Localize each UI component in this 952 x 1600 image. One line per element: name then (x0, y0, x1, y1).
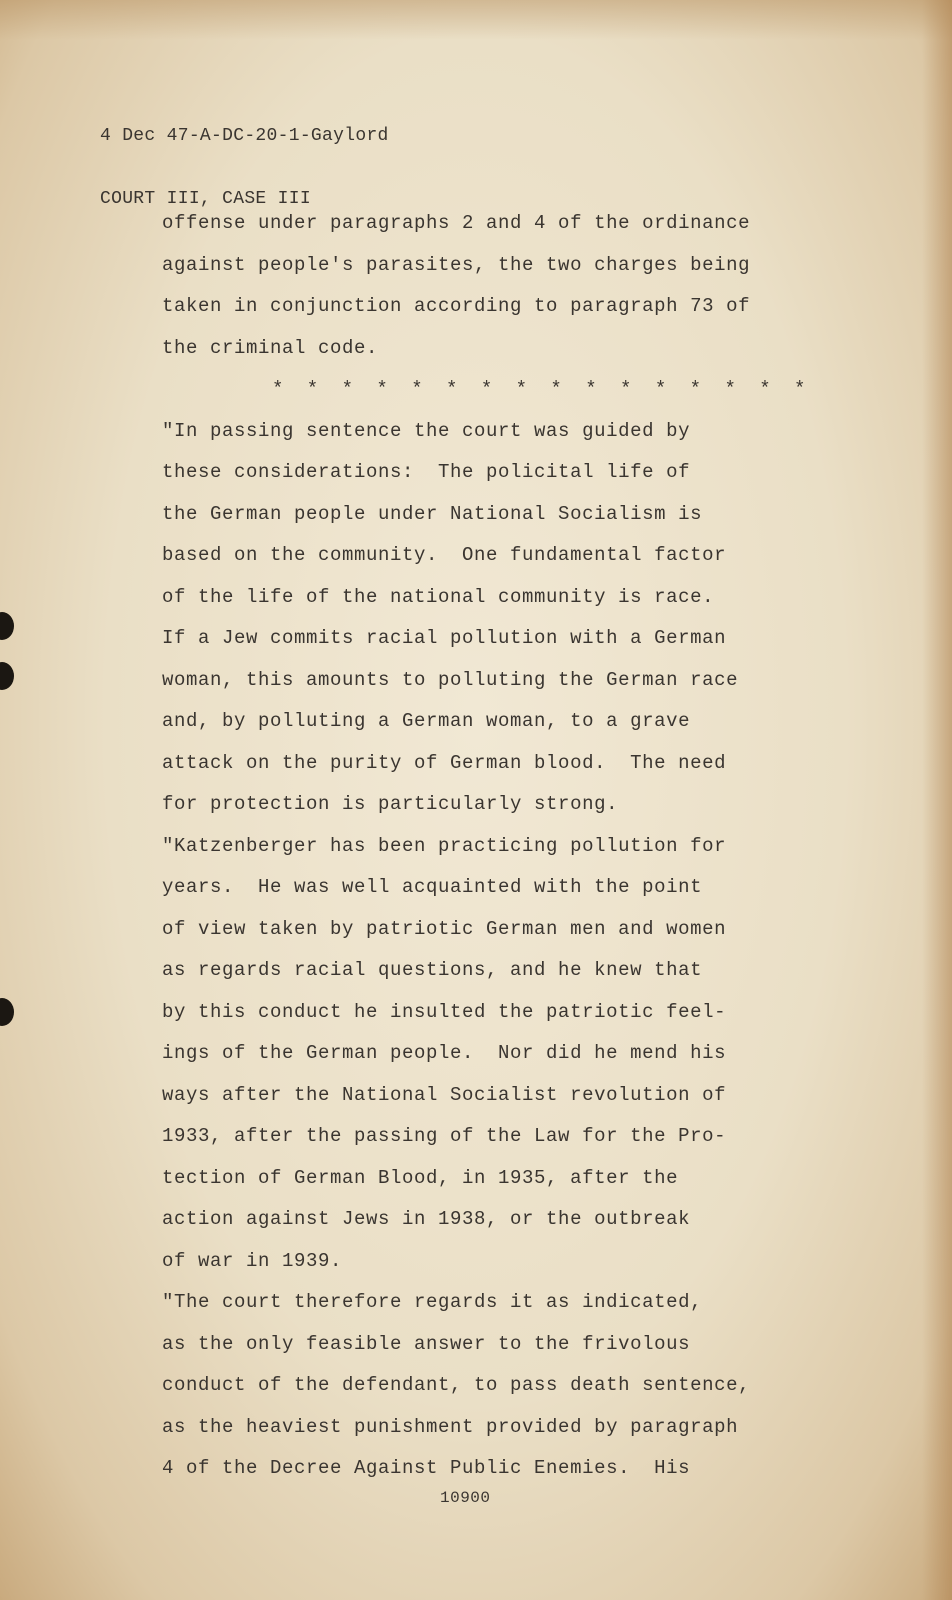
header-court-case: COURT III, CASE III (100, 189, 311, 209)
body-line: of view taken by patriotic German men and women (162, 917, 727, 940)
body-line: for protection is particularly strong. (162, 793, 619, 815)
body-line: based on the community. One fundamental factor (162, 544, 727, 566)
body-line: 4 of the Decree Against Public Enemies. His (162, 1457, 691, 1479)
body-line: If a Jew commits racial pollution with a German (162, 627, 727, 649)
body-line: ways after the National Socialist revolution of (162, 1083, 727, 1106)
body-line: "The court therefore regards it as indicated, (162, 1291, 703, 1313)
body-line: and, by polluting a German woman, to a grave (162, 710, 691, 732)
body-line: offense under paragraphs 2 and 4 of the ordinance (162, 212, 751, 234)
body-line: years. He was well acquainted with the point (162, 876, 703, 898)
body-line: as regards racial questions, and he knew that (162, 959, 703, 981)
body-line: as the heaviest punishment provided by paragraph (162, 1415, 739, 1438)
body-line: "Katzenberger has been practicing pollution for (162, 834, 727, 857)
section-separator: * * * * * * * * * * * * * * * * (272, 378, 812, 400)
body-line: of war in 1939. (162, 1249, 343, 1272)
paper-right-edge (922, 0, 952, 1600)
body-line: of the life of the national community is race. (162, 585, 715, 608)
page-number: 10900 (440, 1489, 491, 1507)
body-line: the German people under National Socialism is (162, 502, 703, 525)
body-line: these considerations: The policital life of (162, 461, 691, 483)
body-line: by this conduct he insulted the patriotic feel- (162, 1000, 727, 1023)
body-line: tection of German Blood, in 1935, after the (162, 1166, 679, 1189)
punch-hole (0, 998, 14, 1026)
body-line: the criminal code. (162, 336, 379, 359)
body-line: "In passing sentence the court was guided by (162, 419, 691, 442)
punch-hole (0, 612, 14, 640)
body-line: woman, this amounts to polluting the German race (162, 668, 739, 691)
body-line: attack on the purity of German blood. The need (162, 751, 727, 774)
body-line: as the only feasible answer to the frivolous (162, 1332, 691, 1355)
punch-hole (0, 662, 14, 690)
body-line: ings of the German people. Nor did he mend his (162, 1042, 727, 1064)
body-line: against people's parasites, the two charges being (162, 253, 751, 276)
body-line: taken in conjunction according to paragraph 73 of (162, 295, 751, 317)
body-line: action against Jews in 1938, or the outbreak (162, 1208, 691, 1230)
header-reference: 4 Dec 47-A-DC-20-1-Gaylord (100, 126, 389, 146)
body-line: conduct of the defendant, to pass death sentence, (162, 1374, 751, 1396)
body-line: 1933, after the passing of the Law for the Pro- (162, 1125, 727, 1147)
paper-top-edge (0, 0, 952, 40)
document-body (162, 203, 812, 1490)
